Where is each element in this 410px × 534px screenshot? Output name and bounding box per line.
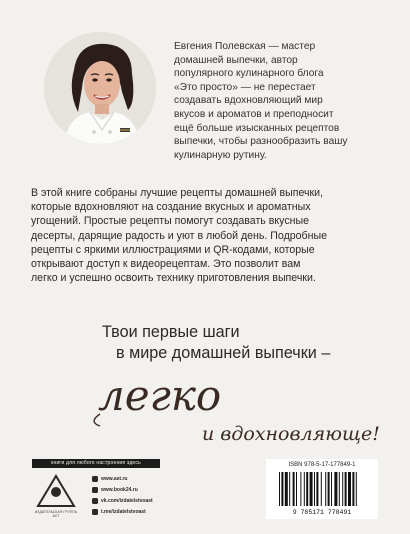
barcode-bar [342,472,343,506]
barcode-bar [348,472,351,506]
barcode-bar [331,472,332,506]
author-bio-line: кулинарную рутину. [174,149,267,161]
barcode-bar [306,472,308,506]
barcode-bar [352,472,354,506]
publisher-caption: ИЗДАТЕЛЬСКАЯ ГРУППА АСТ [34,510,78,518]
link-item[interactable] [92,496,172,505]
telegram-icon [92,509,98,515]
author-bio-line: «Это просто» — не перестает [174,81,316,93]
barcode-bar [285,472,288,506]
link-label: www.ast.ru [101,475,128,482]
description-line: В этой книге собраны лучшие рецепты домашней выпечки, [31,187,324,199]
vk-icon [92,498,98,504]
barcode-bar [279,472,280,506]
barcode-bar [325,472,326,506]
barcode-bar [328,472,330,506]
description-line: легко и успешно освоить технику приготовления выпечки. [31,272,316,285]
barcode-bar [321,472,322,506]
author-bio-line: ещё больше изысканных рецептов [174,122,340,134]
author-bio-line: домашней выпечки, автор [174,54,298,66]
book-description [31,186,381,285]
author-bio-line: популярного кулинарного блога [174,68,324,80]
barcode-bar [300,472,301,506]
script-tagline [0,360,410,452]
description-line: рецепты с яркими иллюстрациями и QR-кодами, которые [31,243,315,256]
web-icon [92,487,98,493]
barcode-bar [334,472,337,506]
description-line: открывают доступ к видеорецептам. Это позволит вам [31,258,301,271]
link-item[interactable] [92,507,172,516]
barcode-icon [275,472,369,516]
script-word-easy: легко [98,371,222,420]
author-bio-line: создавать вдохновляющий мир [174,95,323,107]
author-bio-line: Евгения Полевская — мастер [174,41,316,52]
author-bio [174,40,384,162]
link-label: t.me/izdatelstvoast [101,508,146,515]
author-photo [44,32,156,144]
tagline [102,322,372,364]
barcode-bar [293,472,295,506]
isbn-block [266,459,378,519]
barcode-bar [304,472,305,506]
link-item[interactable] [92,474,172,483]
barcode-bar [281,472,283,506]
tagline-line-2: в мире домашней выпечки – [116,344,331,362]
link-label: www.book24.ru [101,486,138,493]
tagline-line-1: Твои первые шаги [102,323,240,341]
isbn-label: ISBN 978-5-17-177849-1 [288,462,356,468]
barcode-bar [310,472,313,506]
barcode-bar [316,472,318,506]
barcode-bar [345,472,347,506]
link-item[interactable] [92,485,172,494]
web-icon [92,476,98,482]
description-line: десерты, дарящие радость и уют в любой день. Подробные [31,229,327,242]
author-bio-line: выпечки, чтобы разнообразить вашу [174,136,348,148]
script-word-inspiring: и вдохновляюще! [202,423,380,445]
barcode-bar [339,472,340,506]
barcode-digits: 9 785171 778491 [292,509,352,516]
author-bio-line: вкусов и ароматов и преподносит [174,108,334,120]
barcode-bar [296,472,297,506]
links-list [92,474,172,518]
description-line: угощений. Простые рецепты помогут создавать вкусные [31,215,309,228]
barcode-bar [289,472,290,506]
link-label: vk.com/izdatelstvoast [101,497,153,504]
barcode-bar [314,472,315,506]
description-line: которые вдохновляют на создание вкусных и ароматных [31,201,311,214]
series-label: книги для любого настроения здесь [32,459,160,468]
footer [32,459,378,519]
barcode-bar [356,472,357,506]
